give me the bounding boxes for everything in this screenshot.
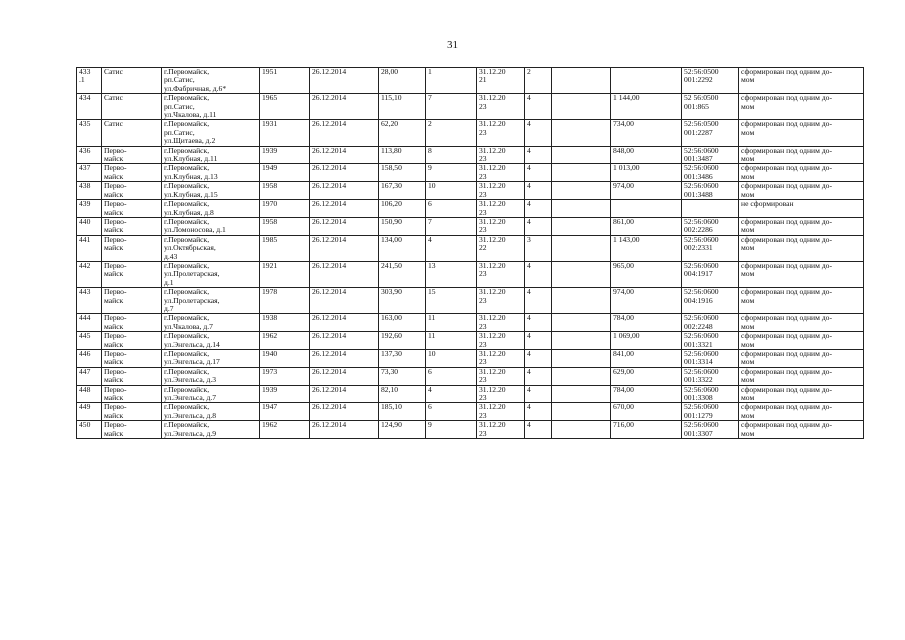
cost-cell: 734,00: [611, 120, 682, 146]
resettlement-deadline-cell: 31.12.20 23: [477, 182, 525, 200]
residents-count-cell: 7: [426, 217, 477, 235]
resettlement-deadline-cell: 31.12.20 23: [477, 385, 525, 403]
row-number-cell: 434: [77, 94, 102, 120]
stage-cell: 4: [525, 261, 552, 287]
row-number-cell: 437: [77, 164, 102, 182]
area-cell: 158,50: [379, 164, 426, 182]
row-number-cell: 441: [77, 235, 102, 261]
residents-count-cell: 11: [426, 332, 477, 350]
resettlement-deadline-cell: 31.12.20 23: [477, 164, 525, 182]
table-body: [77, 68, 864, 439]
table-row: [77, 235, 864, 261]
settlement-cell: Перво- майск: [102, 182, 162, 200]
residents-count-cell: 9: [426, 164, 477, 182]
residents-count-cell: 8: [426, 146, 477, 164]
year-built-cell: 1921: [260, 261, 310, 287]
table-row: [77, 94, 864, 120]
stage-cell: 4: [525, 288, 552, 314]
recognition-date-cell: 26.12.2014: [310, 68, 379, 94]
row-number-cell: 440: [77, 217, 102, 235]
settlement-cell: Перво- майск: [102, 403, 162, 421]
cost-cell: 974,00: [611, 182, 682, 200]
recognition-date-cell: 26.12.2014: [310, 182, 379, 200]
recognition-date-cell: 26.12.2014: [310, 120, 379, 146]
recognition-date-cell: 26.12.2014: [310, 217, 379, 235]
stage-cell: 3: [525, 235, 552, 261]
land-status-cell: сформирован под одним до- мом: [739, 94, 864, 120]
resettlement-deadline-cell: 31.12.20 23: [477, 314, 525, 332]
stage-cell: 4: [525, 94, 552, 120]
area-cell: 124,90: [379, 421, 426, 439]
page-number: 31: [447, 39, 458, 51]
address-cell: г.Первомайск, ул.Клубная, д.15: [162, 182, 260, 200]
stage-cell: 4: [525, 367, 552, 385]
recognition-date-cell: 26.12.2014: [310, 385, 379, 403]
year-built-cell: 1958: [260, 217, 310, 235]
cost-cell: 965,00: [611, 261, 682, 287]
area-cell: 73,30: [379, 367, 426, 385]
residents-count-cell: 9: [426, 421, 477, 439]
land-status-cell: сформирован под одним до- мом: [739, 332, 864, 350]
empty-cell: [552, 403, 611, 421]
area-cell: 113,80: [379, 146, 426, 164]
table-row: [77, 403, 864, 421]
residents-count-cell: 15: [426, 288, 477, 314]
address-cell: г.Первомайск, ул.Клубная, д.8: [162, 200, 260, 218]
area-cell: 62,20: [379, 120, 426, 146]
row-number-cell: 443: [77, 288, 102, 314]
cadastral-number-cell: 52:56:0600 001:3321: [682, 332, 739, 350]
year-built-cell: 1939: [260, 146, 310, 164]
area-cell: 106,20: [379, 200, 426, 218]
recognition-date-cell: 26.12.2014: [310, 146, 379, 164]
stage-cell: 4: [525, 120, 552, 146]
residents-count-cell: 4: [426, 235, 477, 261]
address-cell: г.Первомайск, ул.Пролетарская, д.1: [162, 261, 260, 287]
recognition-date-cell: 26.12.2014: [310, 261, 379, 287]
recognition-date-cell: 26.12.2014: [310, 403, 379, 421]
recognition-date-cell: 26.12.2014: [310, 235, 379, 261]
recognition-date-cell: 26.12.2014: [310, 350, 379, 368]
row-number-cell: 449: [77, 403, 102, 421]
resettlement-deadline-cell: 31.12.20 23: [477, 403, 525, 421]
table-row: [77, 421, 864, 439]
resettlement-deadline-cell: 31.12.20 23: [477, 367, 525, 385]
table-row: [77, 261, 864, 287]
cadastral-number-cell: 52:56:0500 001:2287: [682, 120, 739, 146]
area-cell: 241,50: [379, 261, 426, 287]
settlement-cell: Сатис: [102, 68, 162, 94]
land-status-cell: не сформирован: [739, 200, 864, 218]
land-status-cell: сформирован под одним до- мом: [739, 367, 864, 385]
recognition-date-cell: 26.12.2014: [310, 94, 379, 120]
area-cell: 82,10: [379, 385, 426, 403]
table-row: [77, 288, 864, 314]
cost-cell: 716,00: [611, 421, 682, 439]
land-status-cell: сформирован под одним до- мом: [739, 350, 864, 368]
cost-cell: 1 143,00: [611, 235, 682, 261]
table-row: [77, 120, 864, 146]
cadastral-number-cell: 52:56:0600 001:3314: [682, 350, 739, 368]
land-status-cell: сформирован под одним до- мом: [739, 146, 864, 164]
year-built-cell: 1962: [260, 421, 310, 439]
residents-count-cell: 11: [426, 314, 477, 332]
area-cell: 28,00: [379, 68, 426, 94]
land-status-cell: сформирован под одним до- мом: [739, 68, 864, 94]
resettlement-deadline-cell: 31.12.20 23: [477, 350, 525, 368]
residents-count-cell: 4: [426, 385, 477, 403]
year-built-cell: 1938: [260, 314, 310, 332]
table-row: [77, 164, 864, 182]
year-built-cell: 1962: [260, 332, 310, 350]
resettlement-deadline-cell: 31.12.20 23: [477, 288, 525, 314]
empty-cell: [552, 421, 611, 439]
table-row: [77, 385, 864, 403]
year-built-cell: 1978: [260, 288, 310, 314]
address-cell: г.Первомайск, ул.Энгельса, д.17: [162, 350, 260, 368]
stage-cell: 4: [525, 403, 552, 421]
resettlement-deadline-cell: 31.12.20 22: [477, 235, 525, 261]
residents-count-cell: 7: [426, 94, 477, 120]
empty-cell: [552, 94, 611, 120]
stage-cell: 4: [525, 332, 552, 350]
cost-cell: 629,00: [611, 367, 682, 385]
residents-count-cell: 6: [426, 200, 477, 218]
cadastral-number-cell: 52:56:0500 001:2292: [682, 68, 739, 94]
table-row: [77, 68, 864, 94]
recognition-date-cell: 26.12.2014: [310, 164, 379, 182]
resettlement-deadline-cell: 31.12.20 23: [477, 200, 525, 218]
resettlement-deadline-cell: 31.12.20 23: [477, 120, 525, 146]
cadastral-number-cell: 52:56:0600 001:3488: [682, 182, 739, 200]
resettlement-deadline-cell: 31.12.20 23: [477, 146, 525, 164]
cadastral-number-cell: 52:56:0600 002:2331: [682, 235, 739, 261]
cadastral-number-cell: 52:56:0600 001:3486: [682, 164, 739, 182]
empty-cell: [552, 120, 611, 146]
table-row: [77, 367, 864, 385]
empty-cell: [552, 332, 611, 350]
address-cell: г.Первомайск, рп.Сатис, ул.Фабричная, д.6*: [162, 68, 260, 94]
cost-cell: 848,00: [611, 146, 682, 164]
address-cell: г.Первомайск, ул.Пролетарская, д.7: [162, 288, 260, 314]
land-status-cell: сформирован под одним до- мом: [739, 403, 864, 421]
row-number-cell: 447: [77, 367, 102, 385]
resettlement-deadline-cell: 31.12.20 23: [477, 421, 525, 439]
recognition-date-cell: 26.12.2014: [310, 200, 379, 218]
year-built-cell: 1973: [260, 367, 310, 385]
row-number-cell: 436: [77, 146, 102, 164]
land-status-cell: сформирован под одним до- мом: [739, 385, 864, 403]
settlement-cell: Перво- майск: [102, 235, 162, 261]
row-number-cell: 435: [77, 120, 102, 146]
cadastral-number-cell: 52:56:0600 001:3487: [682, 146, 739, 164]
resettlement-deadline-cell: 31.12.20 23: [477, 94, 525, 120]
cadastral-number-cell: 52:56:0600 001:3308: [682, 385, 739, 403]
land-status-cell: сформирован под одним до- мом: [739, 182, 864, 200]
settlement-cell: Перво- майск: [102, 350, 162, 368]
address-cell: г.Первомайск, ул.Клубная, д.13: [162, 164, 260, 182]
area-cell: 192,60: [379, 332, 426, 350]
area-cell: 303,90: [379, 288, 426, 314]
cost-cell: [611, 68, 682, 94]
empty-cell: [552, 367, 611, 385]
cadastral-number-cell: 52:56:0600 002:2248: [682, 314, 739, 332]
resettlement-deadline-cell: 31.12.20 23: [477, 332, 525, 350]
cadastral-number-cell: 52:56:0600 004:1916: [682, 288, 739, 314]
table-row: [77, 332, 864, 350]
residents-count-cell: 6: [426, 367, 477, 385]
recognition-date-cell: 26.12.2014: [310, 367, 379, 385]
land-status-cell: сформирован под одним до- мом: [739, 120, 864, 146]
cost-cell: 861,00: [611, 217, 682, 235]
residents-count-cell: 10: [426, 182, 477, 200]
row-number-cell: 442: [77, 261, 102, 287]
stage-cell: 4: [525, 421, 552, 439]
empty-cell: [552, 200, 611, 218]
land-status-cell: сформирован под одним до- мом: [739, 217, 864, 235]
settlement-cell: Перво- майск: [102, 385, 162, 403]
table-row: [77, 182, 864, 200]
area-cell: 167,30: [379, 182, 426, 200]
settlement-cell: Перво- майск: [102, 200, 162, 218]
cadastral-number-cell: 52 56:0500 001:865: [682, 94, 739, 120]
cost-cell: [611, 200, 682, 218]
address-cell: г.Первомайск, рп.Сатис, ул.Щитаева, д.2: [162, 120, 260, 146]
row-number-cell: 448: [77, 385, 102, 403]
settlement-cell: Перво- майск: [102, 367, 162, 385]
address-cell: г.Первомайск, ул.Энгельса, д.14: [162, 332, 260, 350]
area-cell: 163,00: [379, 314, 426, 332]
year-built-cell: 1985: [260, 235, 310, 261]
land-status-cell: сформирован под одним до- мом: [739, 235, 864, 261]
land-status-cell: сформирован под одним до- мом: [739, 164, 864, 182]
empty-cell: [552, 164, 611, 182]
empty-cell: [552, 385, 611, 403]
row-number-cell: 450: [77, 421, 102, 439]
row-number-cell: 439: [77, 200, 102, 218]
table-row: [77, 217, 864, 235]
row-number-cell: 445: [77, 332, 102, 350]
stage-cell: 4: [525, 164, 552, 182]
cadastral-number-cell: [682, 200, 739, 218]
recognition-date-cell: 26.12.2014: [310, 314, 379, 332]
area-cell: 115,10: [379, 94, 426, 120]
land-status-cell: сформирован под одним до- мом: [739, 421, 864, 439]
area-cell: 150,90: [379, 217, 426, 235]
area-cell: 137,30: [379, 350, 426, 368]
cost-cell: 1 069,00: [611, 332, 682, 350]
settlement-cell: Перво- майск: [102, 288, 162, 314]
address-cell: г.Первомайск, ул.Чкалова, д.7: [162, 314, 260, 332]
empty-cell: [552, 288, 611, 314]
residents-count-cell: 10: [426, 350, 477, 368]
land-status-cell: сформирован под одним до- мом: [739, 288, 864, 314]
settlement-cell: Перво- майск: [102, 146, 162, 164]
year-built-cell: 1947: [260, 403, 310, 421]
recognition-date-cell: 26.12.2014: [310, 332, 379, 350]
settlement-cell: Перво- майск: [102, 332, 162, 350]
cost-cell: 1 013,00: [611, 164, 682, 182]
residents-count-cell: 1: [426, 68, 477, 94]
row-number-cell: 444: [77, 314, 102, 332]
year-built-cell: 1951: [260, 68, 310, 94]
empty-cell: [552, 68, 611, 94]
stage-cell: 4: [525, 217, 552, 235]
stage-cell: 4: [525, 146, 552, 164]
cadastral-number-cell: 52:56:0600 001:3307: [682, 421, 739, 439]
address-cell: г.Первомайск, ул.Энгельса, д.8: [162, 403, 260, 421]
table-row: [77, 146, 864, 164]
empty-cell: [552, 235, 611, 261]
stage-cell: 2: [525, 68, 552, 94]
settlement-cell: Перво- майск: [102, 261, 162, 287]
address-cell: г.Первомайск, ул.Энгельса, д.3: [162, 367, 260, 385]
stage-cell: 4: [525, 350, 552, 368]
area-cell: 185,10: [379, 403, 426, 421]
residents-count-cell: 2: [426, 120, 477, 146]
residents-count-cell: 13: [426, 261, 477, 287]
address-cell: г.Первомайск, ул.Энгельса, д.7: [162, 385, 260, 403]
recognition-date-cell: 26.12.2014: [310, 421, 379, 439]
settlement-cell: Перво- майск: [102, 421, 162, 439]
cost-cell: 670,00: [611, 403, 682, 421]
year-built-cell: 1931: [260, 120, 310, 146]
empty-cell: [552, 261, 611, 287]
row-number-cell: 446: [77, 350, 102, 368]
cadastral-number-cell: 52:56:0600 001:1279: [682, 403, 739, 421]
table-row: [77, 350, 864, 368]
settlement-cell: Перво- майск: [102, 217, 162, 235]
year-built-cell: 1949: [260, 164, 310, 182]
cost-cell: 784,00: [611, 385, 682, 403]
stage-cell: 4: [525, 200, 552, 218]
address-cell: г.Первомайск, ул.Ломоносова, д.1: [162, 217, 260, 235]
cost-cell: 974,00: [611, 288, 682, 314]
cost-cell: 1 144,00: [611, 94, 682, 120]
resettlement-deadline-cell: 31.12.20 23: [477, 217, 525, 235]
settlement-cell: Сатис: [102, 120, 162, 146]
address-cell: г.Первомайск, ул.Клубная, д.11: [162, 146, 260, 164]
year-built-cell: 1965: [260, 94, 310, 120]
address-cell: г.Первомайск, рп.Сатис, ул.Чкалова, д.11: [162, 94, 260, 120]
land-status-cell: сформирован под одним до- мом: [739, 261, 864, 287]
row-number-cell: 438: [77, 182, 102, 200]
empty-cell: [552, 314, 611, 332]
year-built-cell: 1958: [260, 182, 310, 200]
settlement-cell: Перво- майск: [102, 164, 162, 182]
empty-cell: [552, 217, 611, 235]
table-row: [77, 314, 864, 332]
row-number-cell: 433 .1: [77, 68, 102, 94]
table-row: [77, 200, 864, 218]
year-built-cell: 1940: [260, 350, 310, 368]
settlement-cell: Сатис: [102, 94, 162, 120]
cadastral-number-cell: 52:56:0600 002:2286: [682, 217, 739, 235]
cost-cell: 784,00: [611, 314, 682, 332]
address-cell: г.Первомайск, ул.Октябрьская, д.43: [162, 235, 260, 261]
stage-cell: 4: [525, 182, 552, 200]
cadastral-number-cell: 52:56:0600 001:3322: [682, 367, 739, 385]
cadastral-number-cell: 52:56:0600 004:1917: [682, 261, 739, 287]
residents-count-cell: 6: [426, 403, 477, 421]
year-built-cell: 1939: [260, 385, 310, 403]
stage-cell: 4: [525, 314, 552, 332]
empty-cell: [552, 350, 611, 368]
resettlement-deadline-cell: 31.12.20 21: [477, 68, 525, 94]
area-cell: 134,00: [379, 235, 426, 261]
year-built-cell: 1970: [260, 200, 310, 218]
stage-cell: 4: [525, 385, 552, 403]
recognition-date-cell: 26.12.2014: [310, 288, 379, 314]
empty-cell: [552, 146, 611, 164]
resettlement-deadline-cell: 31.12.20 23: [477, 261, 525, 287]
land-status-cell: сформирован под одним до- мом: [739, 314, 864, 332]
housing-registry-table: [76, 67, 864, 439]
empty-cell: [552, 182, 611, 200]
cost-cell: 841,00: [611, 350, 682, 368]
address-cell: г.Первомайск, ул.Энгельса, д.9: [162, 421, 260, 439]
settlement-cell: Перво- майск: [102, 314, 162, 332]
